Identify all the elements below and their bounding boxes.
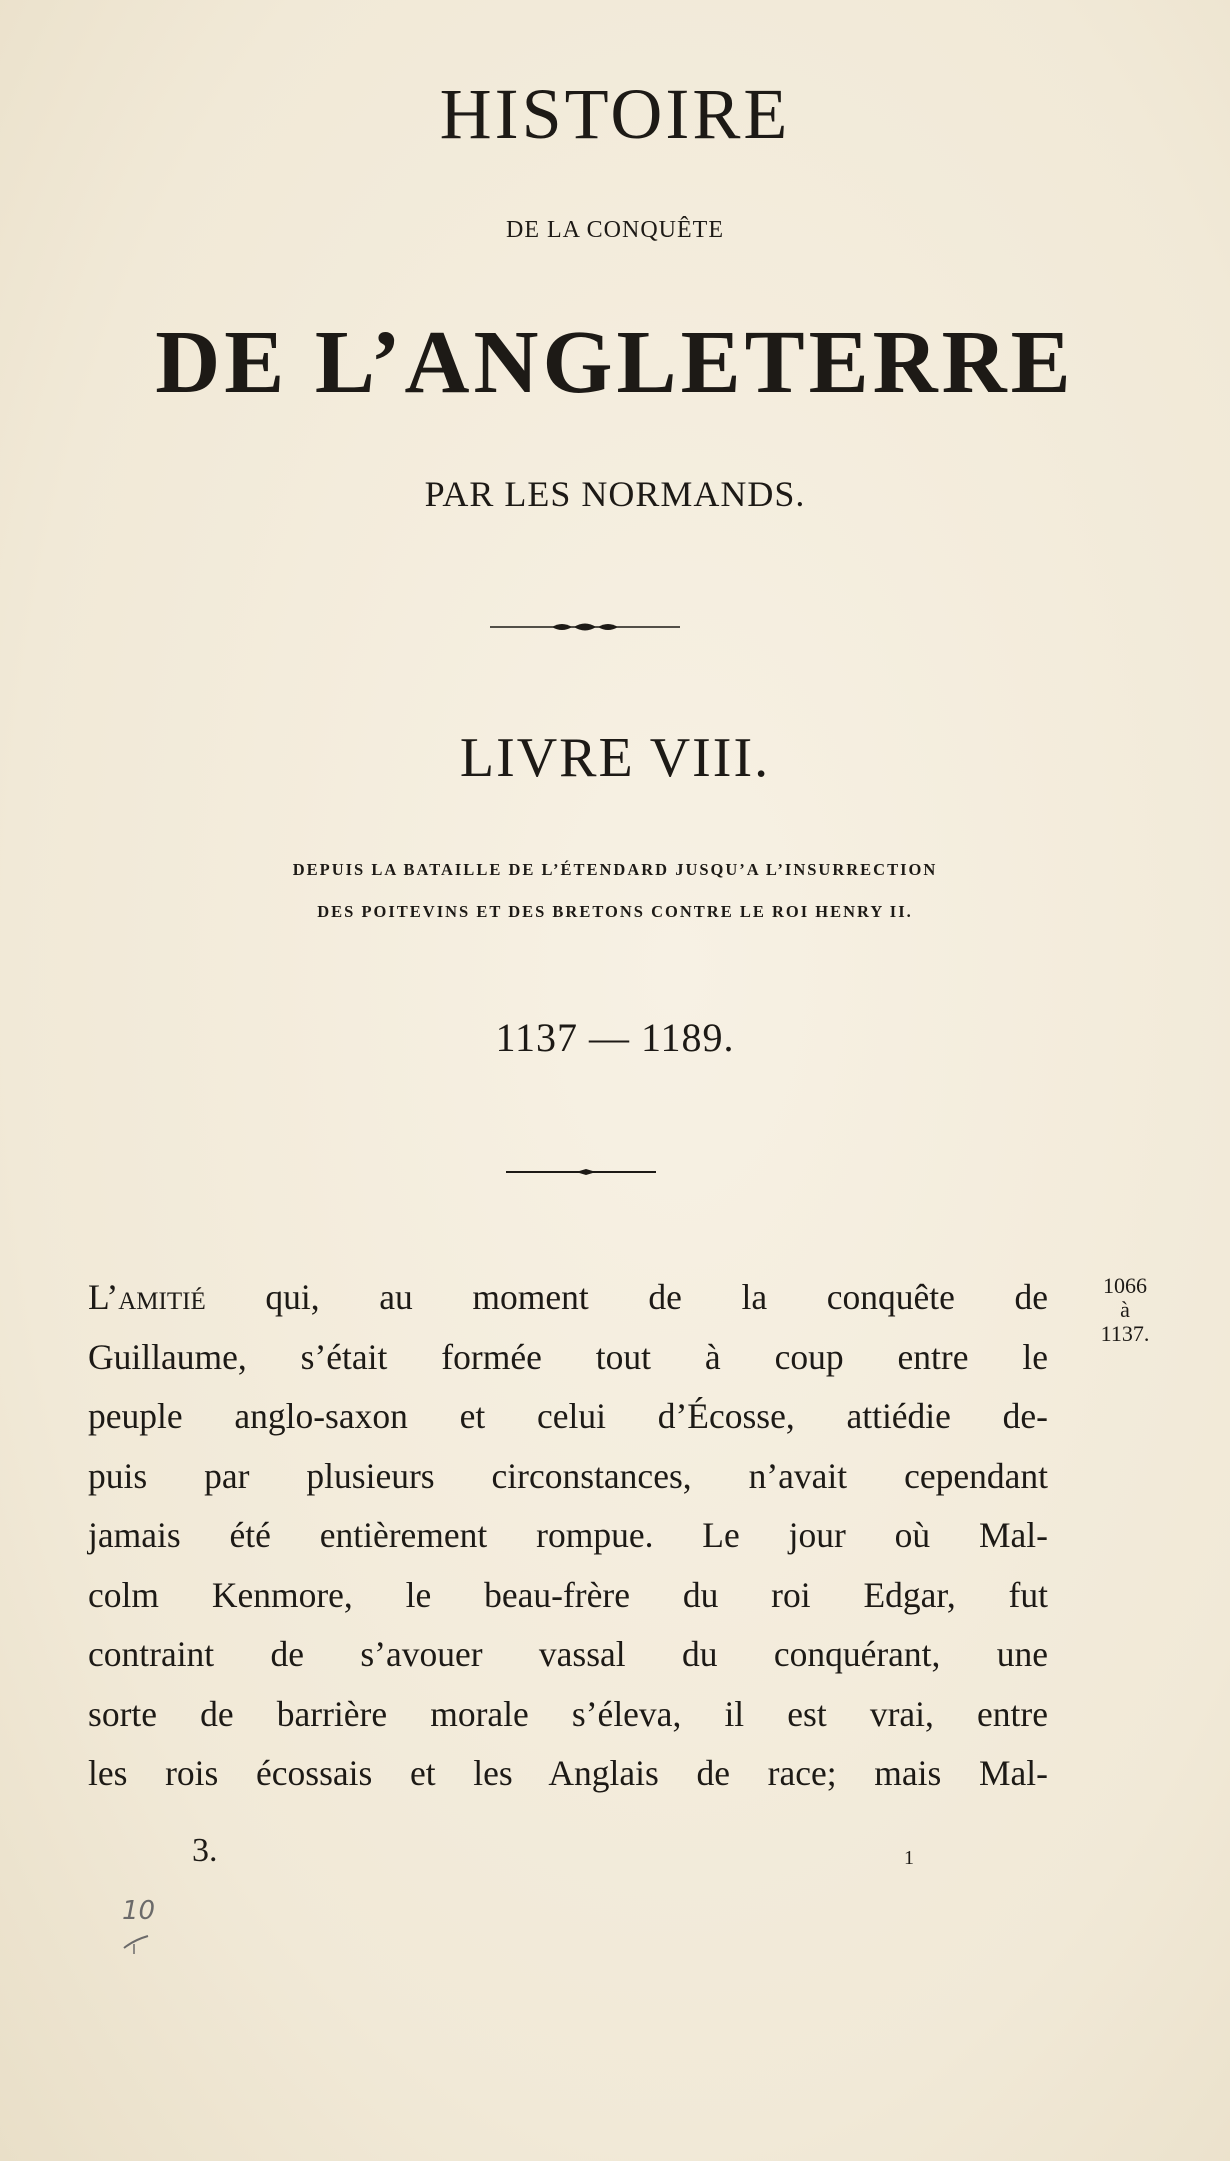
title-par-les-normands: PAR LES NORMANDS. — [424, 474, 806, 514]
folio-number: 1 — [904, 1847, 914, 1869]
pencil-stroke-icon — [120, 1932, 154, 1956]
body-line-1: L’amitié qui, au moment de la conquête de — [88, 1277, 1048, 1317]
body-line-4: puis par plusieurs circonstances, n’avait cependant — [88, 1455, 1048, 1496]
margin-date-note — [1070, 1274, 1180, 1346]
ornament-divider-icon — [490, 620, 680, 634]
margin-year-from: 1066 — [1103, 1273, 1147, 1298]
margin-connector: à — [1120, 1297, 1130, 1322]
title-de-l-angleterre: DE L’ANGLETERRE — [155, 313, 1075, 412]
body-paragraph — [88, 1268, 1048, 1804]
chapter-subtitle-line2: DES POITEVINS ET DES BRETONS CONTRE LE ROI HENRY II. — [317, 902, 913, 921]
body-line-7: contraint de s’avouer vassal du conquérant, une — [88, 1634, 1048, 1674]
body-line-8: sorte de barrière morale s’éleva, il est vrai, entre — [88, 1693, 1048, 1734]
pencil-annotation: 10 — [122, 1896, 156, 1926]
title-histoire: HISTOIRE — [439, 74, 791, 154]
body-line-5: jamais été entièrement rompue. Le jour où Mal- — [88, 1515, 1048, 1555]
margin-year-to: 1137. — [1100, 1321, 1150, 1346]
body-line-6: colm Kenmore, le beau-frère du roi Edgar, fut — [88, 1574, 1048, 1615]
body-line-9: les rois écossais et les Anglais de race; mais Mal- — [88, 1753, 1048, 1793]
signature-mark: 3. — [192, 1832, 218, 1869]
chapter-dates: 1137 — 1189. — [495, 1015, 735, 1060]
drop-word: L’amitié — [88, 1277, 206, 1317]
chapter-subtitle-line1: DEPUIS LA BATAILLE DE L’ÉTENDARD JUSQU’A L’INSURRECTION — [292, 860, 938, 879]
rule-divider-icon — [506, 1168, 656, 1176]
body-line-2: Guillaume, s’était formée tout à coup entre le — [88, 1336, 1048, 1377]
body-line-3: peuple anglo-saxon et celui d’Écosse, attiédie de- — [88, 1396, 1048, 1436]
title-de-la-conquete: DE LA CONQUÊTE — [506, 217, 724, 243]
chapter-heading: LIVRE VIII. — [459, 727, 771, 789]
